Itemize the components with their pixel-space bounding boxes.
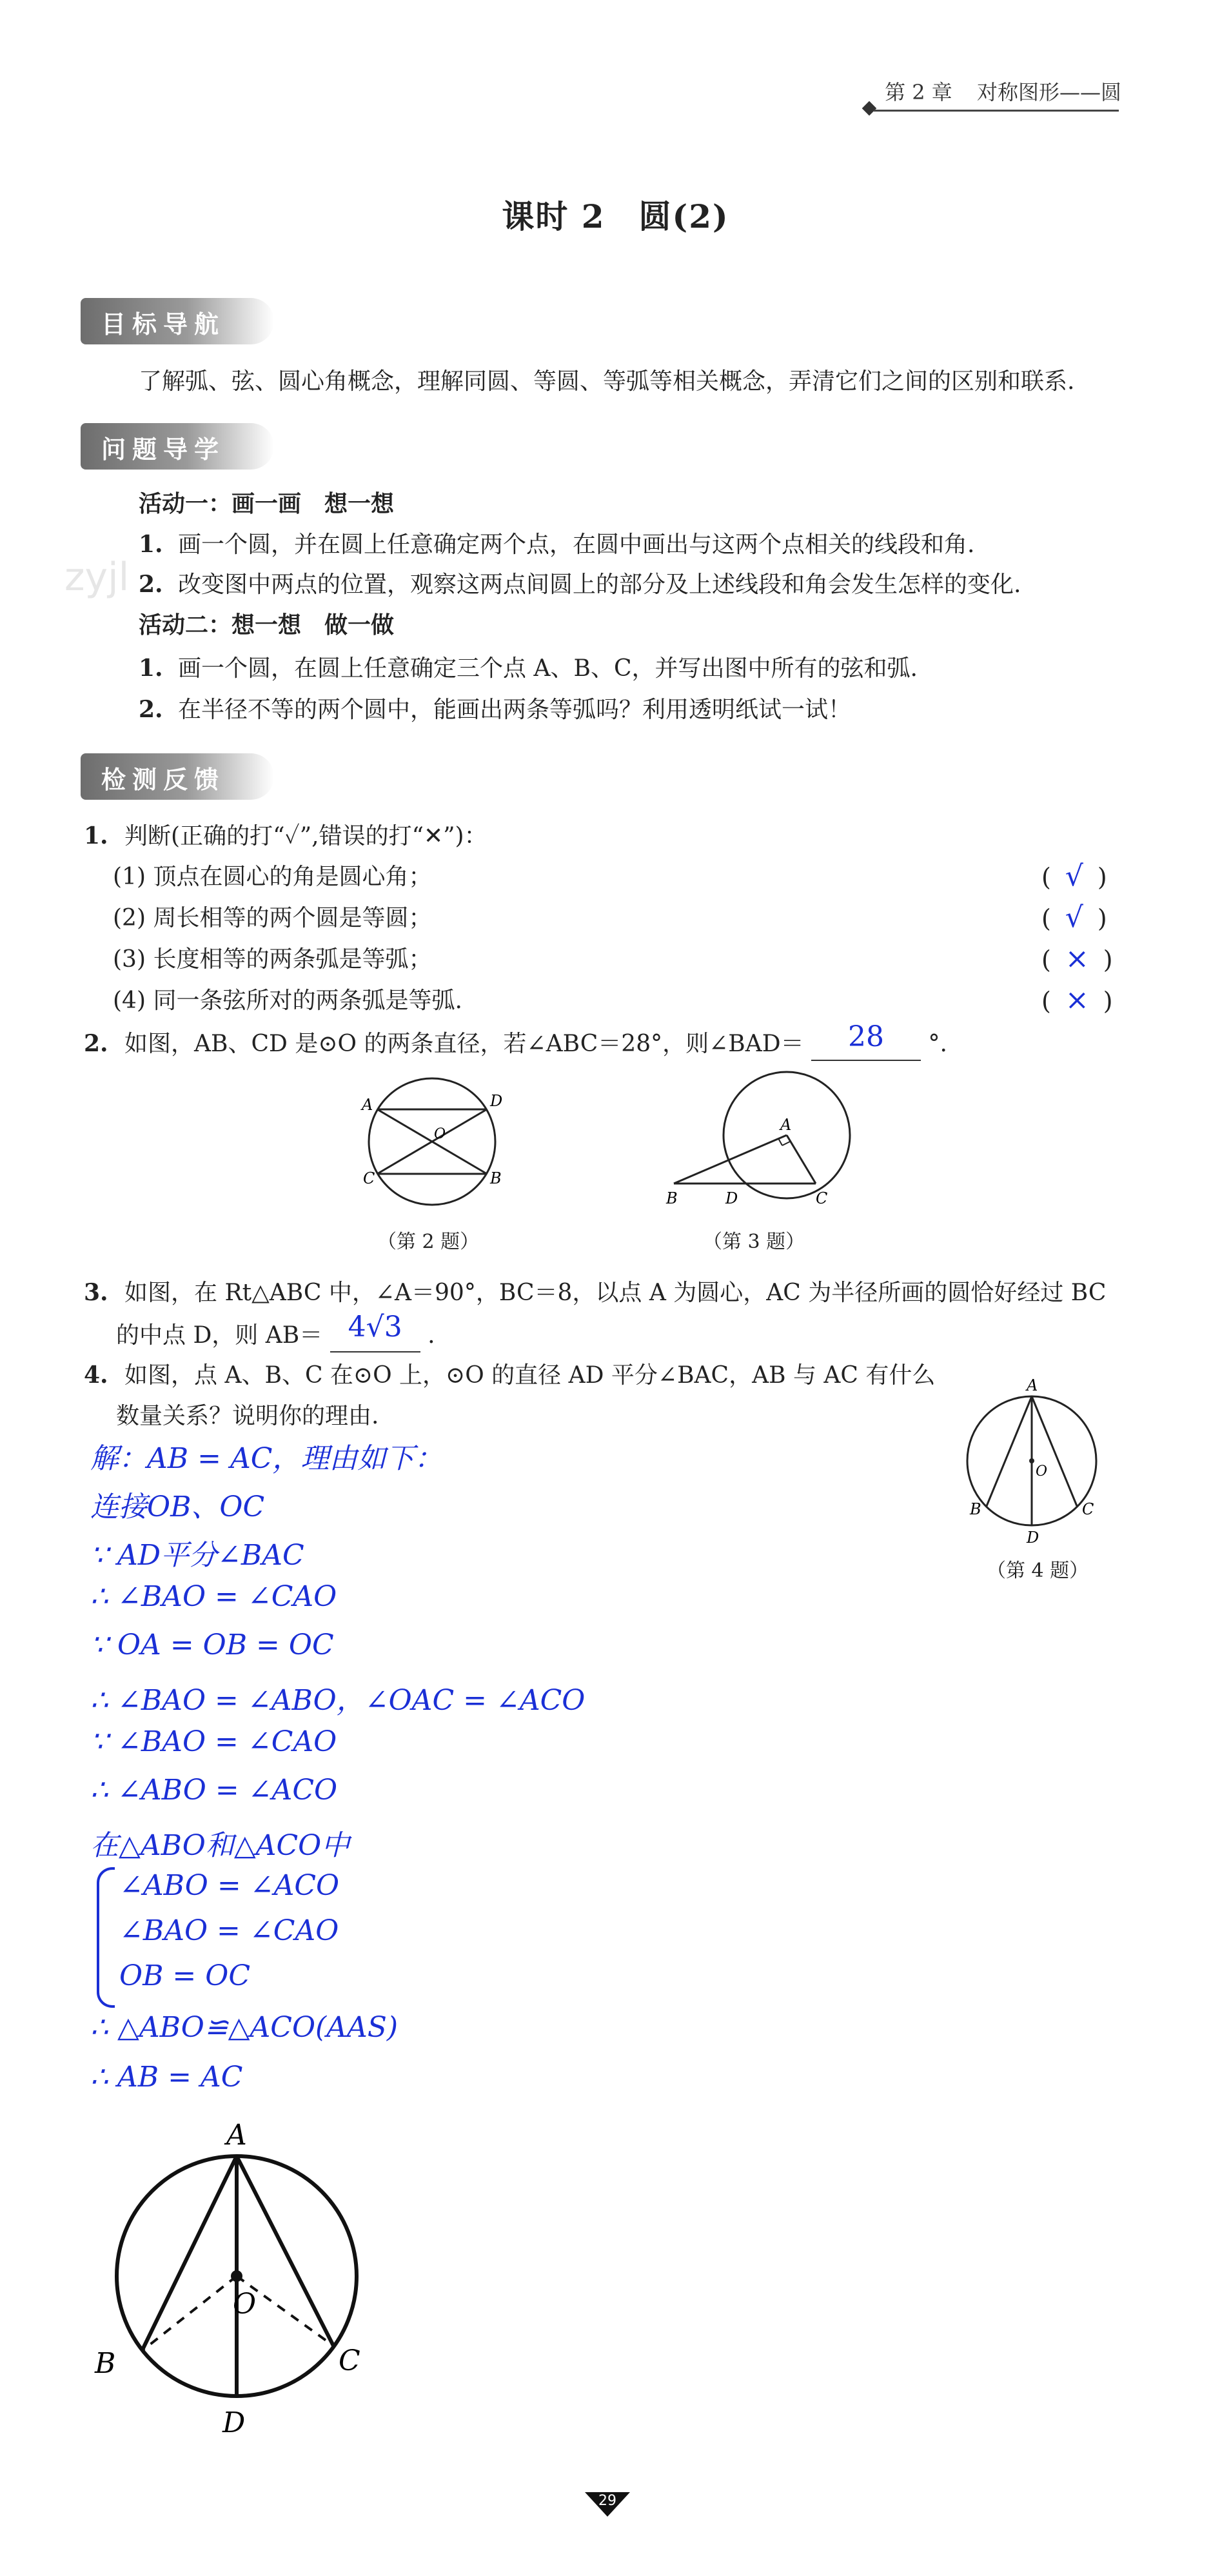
- q1-answer-4: ( × ): [1041, 984, 1113, 1016]
- fig3-caption: （第 3 题）: [703, 1231, 805, 1253]
- solution-line-9: 在△ABO和△ACO中: [90, 1829, 350, 1862]
- guide-banner: [81, 423, 274, 470]
- system-brace: [97, 1867, 115, 2008]
- solution-conclusion-1: ∴ △ABO≌△ACO(AAS): [90, 2011, 399, 2044]
- fig4-chord-ac: [1032, 1396, 1077, 1506]
- fig3-label-d: D: [725, 1189, 738, 1207]
- test-heading: 检测反馈: [101, 766, 226, 794]
- fig2-label-o: O: [434, 1126, 446, 1142]
- chapter-header: [885, 76, 1121, 106]
- system-line-1: ∠ABO = ∠ACO: [119, 1869, 340, 1902]
- page-title: 课时 2 圆(2): [502, 197, 729, 235]
- solution-line-1: 解：AB = AC，理由如下：: [90, 1442, 443, 1475]
- solution-line-2: 连接OB、OC: [90, 1491, 265, 1523]
- q1-item-4: (4) 同一条弦所对的两条弧是等弧.: [113, 987, 462, 1014]
- page-number: 29: [598, 2493, 616, 2509]
- q2-answer: 28: [848, 1020, 885, 1053]
- fig4-caption: （第 4 题）: [987, 1560, 1089, 1582]
- solfig-dashed-ob: [142, 2276, 237, 2351]
- q1-answer-1: ( √ ): [1041, 860, 1107, 893]
- q3-answer: 4√3: [348, 1311, 402, 1343]
- activity2-item-2: 2. 在半径不等的两个圆中，能画出两条等弧吗？利用透明纸试一试！: [139, 696, 852, 723]
- fig3-right-mark-1: [778, 1138, 782, 1145]
- system-line-2: ∠BAO = ∠CAO: [119, 1914, 339, 1947]
- header-bullet-icon: [862, 101, 877, 116]
- fig4-chord-ab: [987, 1396, 1032, 1506]
- solfig-label-b: B: [95, 2347, 116, 2380]
- fig2-label-b: B: [490, 1169, 502, 1187]
- activity1-item-2: 2. 改变图中两点的位置，观察这两点间圆上的部分及上述线段和角会发生怎样的变化.: [139, 571, 1021, 598]
- solfig-label-d: D: [222, 2406, 246, 2439]
- q1-item-1: (1) 顶点在圆心的角是圆心角；: [113, 864, 432, 890]
- figure-4: [948, 1374, 1122, 1548]
- q4-line-1: 4. 如图，点 A、B、C 在⊙O 上，⊙O 的直径 AD 平分∠BAC，AB 与 AC 有什么: [84, 1362, 936, 1389]
- q2-line: 2. 如图，AB、CD 是⊙O 的两条直径，若∠ABC＝28°，则∠BAD＝ 28 °.: [84, 1027, 947, 1061]
- solution-line-3: ∵ AD平分∠BAC: [90, 1539, 304, 1572]
- fig3-right-mark-2: [782, 1142, 790, 1145]
- fig4-label-c: C: [1082, 1500, 1094, 1518]
- header-rule: [874, 110, 1119, 112]
- solution-line-6: ∴ ∠BAO = ∠ABO，∠OAC = ∠ACO: [90, 1684, 586, 1717]
- fig3-side-ba: [674, 1135, 787, 1184]
- fig2-label-d: D: [490, 1092, 503, 1110]
- fig3-label-a: A: [780, 1116, 792, 1134]
- figure-3: [661, 1071, 854, 1213]
- solution-figure: [81, 2106, 384, 2444]
- q1-answer-3: ( × ): [1041, 942, 1113, 975]
- q1-stem: 1. 判断(正确的打“✓”,错误的打“✕”)：: [84, 822, 487, 849]
- goals-banner: [81, 298, 274, 344]
- solfig-label-o: O: [233, 2288, 257, 2321]
- q1-item-2: (2) 周长相等的两个圆是等圆；: [113, 905, 432, 931]
- fig3-label-b: B: [666, 1189, 678, 1207]
- fig3-label-c: C: [816, 1189, 828, 1207]
- system-line-3: OB = OC: [119, 1959, 250, 1992]
- fig4-label-a: A: [1027, 1376, 1038, 1394]
- fig3-side-ac: [787, 1135, 816, 1184]
- goals-text: 了解弧、弦、圆心角概念，理解同圆、等圆、等弧等相关概念，弄清它们之间的区别和联系.: [139, 368, 1075, 395]
- q3-line-2: 的中点 D，则 AB＝ 4√3 .: [116, 1318, 435, 1352]
- solfig-label-c: C: [339, 2344, 360, 2377]
- activity1-title: 活动一：画一画 想一想: [139, 491, 395, 517]
- fig4-label-o: O: [1036, 1463, 1048, 1480]
- fig4-center-dot: [1029, 1458, 1034, 1463]
- activity2-item-1: 1. 画一个圆，在圆上任意确定三个点 A、B、C，并写出图中所有的弦和弧.: [139, 655, 918, 682]
- watermark: zyjl: [64, 555, 130, 600]
- fig4-label-b: B: [970, 1500, 981, 1518]
- solution-line-5: ∵ OA = OB = OC: [90, 1629, 334, 1661]
- activity1-item-1: 1. 画一个圆，并在圆上任意确定两个点，在圆中画出与这两个点相关的线段和角.: [139, 531, 975, 558]
- guide-heading: 问题导学: [101, 435, 226, 464]
- fig2-caption: （第 2 题）: [377, 1231, 480, 1253]
- page-number-badge: [585, 2488, 630, 2517]
- solfig-label-a: A: [226, 2119, 247, 2152]
- q4-line-2: 数量关系？说明你的理由.: [116, 1403, 379, 1429]
- solution-conclusion-2: ∴ AB = AC: [90, 2061, 243, 2094]
- chapter-label: 第 2 章: [885, 80, 952, 104]
- activity2-title: 活动二：想一想 做一做: [139, 612, 395, 639]
- figure-2: [358, 1074, 526, 1209]
- q1-item-3: (3) 长度相等的两条弧是等弧；: [113, 946, 432, 973]
- fig4-label-d: D: [1027, 1529, 1039, 1547]
- fig2-label-c: C: [363, 1169, 375, 1187]
- solution-line-8: ∴ ∠ABO = ∠ACO: [90, 1774, 338, 1807]
- q3-line-1: 3. 如图，在 Rt△ABC 中，∠A＝90°，BC＝8，以点 A 为圆心，AC 为半径所画的圆恰好经过 BC: [84, 1279, 1107, 1306]
- solution-line-4: ∴ ∠BAO = ∠CAO: [90, 1580, 337, 1613]
- fig2-label-a: A: [362, 1096, 373, 1114]
- test-banner: [81, 753, 274, 800]
- solfig-center-dot: [231, 2270, 242, 2282]
- goals-heading: 目标导航: [101, 310, 226, 339]
- chapter-topic: 对称图形——圆: [976, 80, 1121, 104]
- q1-answer-2: ( √ ): [1041, 901, 1107, 934]
- solution-line-7: ∵ ∠BAO = ∠CAO: [90, 1725, 337, 1758]
